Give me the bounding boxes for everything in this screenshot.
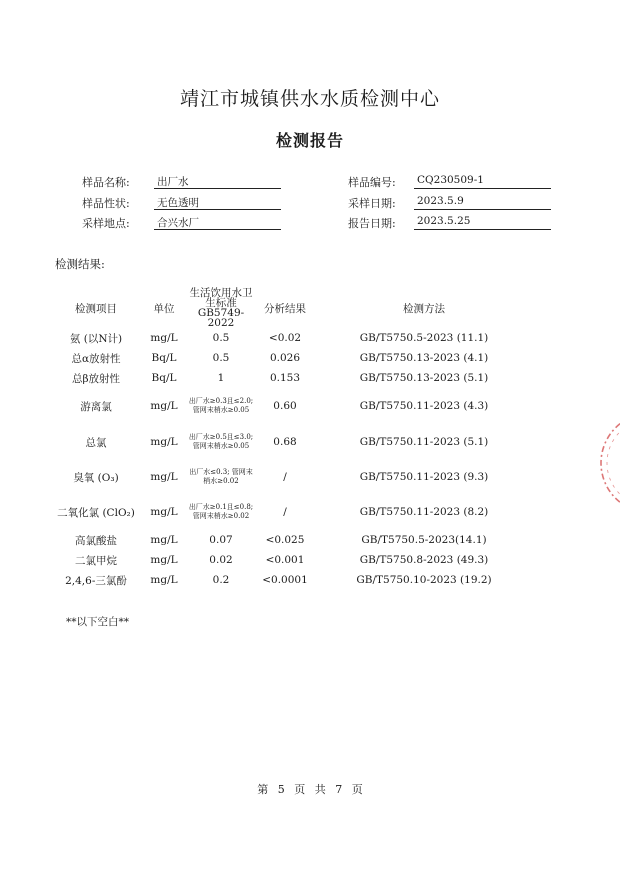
sample-name-field xyxy=(82,174,282,190)
cell-standard: 0.5 xyxy=(212,332,230,344)
results-header-row xyxy=(52,288,532,328)
cell-method: GB/T5750.5-2023(14.1) xyxy=(361,534,487,546)
page-total: 7 xyxy=(335,783,343,796)
page-prefix: 第 xyxy=(257,783,269,796)
page-number xyxy=(0,781,620,797)
report-date-field xyxy=(348,215,554,231)
sampling-site-value: 合兴水厂 xyxy=(154,215,281,230)
table-row xyxy=(52,570,532,590)
cell-standard: 出厂水≥0.3且≤2.0; 管网末梢水≥0.05 xyxy=(188,397,254,414)
cell-item: 总氯 xyxy=(85,436,107,449)
cell-standard: 出厂水≥0.1且≤0.8; 管网末梢水≥0.02 xyxy=(188,503,254,520)
cell-result: <0.0001 xyxy=(262,574,308,586)
sampling-site-field xyxy=(82,215,282,231)
results-section-label: 检测结果: xyxy=(55,257,105,271)
table-row xyxy=(52,424,532,460)
cell-method: GB/T5750.13-2023 (5.1) xyxy=(359,372,489,384)
cell-result: 0.60 xyxy=(273,400,297,412)
sample-state-label: 样品性状: xyxy=(82,197,130,210)
cell-result: / xyxy=(283,471,287,483)
org-title: 靖江市城镇供水水质检测中心 xyxy=(179,88,440,110)
sample-state-value: 无色透明 xyxy=(154,195,281,210)
cell-result: 0.68 xyxy=(273,436,297,448)
cell-unit: mg/L xyxy=(150,400,178,412)
cell-unit: Bq/L xyxy=(151,372,177,384)
sample-no-value: CQ230509-1 xyxy=(414,174,551,189)
page-mid: 页 共 xyxy=(294,783,326,796)
header-result: 分析结果 xyxy=(264,302,306,315)
cell-method: GB/T5750.8-2023 (49.3) xyxy=(359,554,489,566)
cell-standard: 1 xyxy=(217,372,225,384)
seal-inner-ring xyxy=(607,419,620,507)
seal-ring xyxy=(601,413,620,513)
cell-result: <0.025 xyxy=(265,534,305,546)
cell-item: 总β放射性 xyxy=(71,372,121,385)
cell-item: 氨 (以N计) xyxy=(69,332,123,345)
sampling-date-value: 2023.5.9 xyxy=(414,195,551,210)
cell-method: GB/T5750.11-2023 (4.3) xyxy=(359,400,489,412)
cell-standard: 0.02 xyxy=(209,554,233,566)
table-row xyxy=(52,368,532,388)
header-standard: 生活饮用水卫生标准GB5749-2022 xyxy=(189,287,253,329)
cell-result: / xyxy=(283,506,287,518)
sample-name-label: 样品名称: xyxy=(82,176,130,189)
results-table xyxy=(52,288,532,590)
cell-item: 二氧化氯 (ClO₂) xyxy=(57,506,135,519)
header-unit: 单位 xyxy=(153,302,175,315)
cell-unit: mg/L xyxy=(150,436,178,448)
page-suffix: 页 xyxy=(351,783,363,796)
page-current: 5 xyxy=(277,783,285,796)
table-row xyxy=(52,530,532,550)
cell-unit: mg/L xyxy=(150,574,178,586)
sampling-site-label: 采样地点: xyxy=(82,217,130,230)
cell-standard: 0.07 xyxy=(209,534,233,546)
cell-unit: Bq/L xyxy=(151,352,177,364)
cell-method: GB/T5750.5-2023 (11.1) xyxy=(359,332,489,344)
table-row xyxy=(52,550,532,570)
sampling-date-field xyxy=(348,195,554,211)
table-row xyxy=(52,460,532,494)
cell-method: GB/T5750.13-2023 (4.1) xyxy=(359,352,489,364)
sample-no-label: 样品编号: xyxy=(348,176,396,189)
cell-item: 游离氯 xyxy=(80,400,112,413)
cell-unit: mg/L xyxy=(150,554,178,566)
cell-item: 总α放射性 xyxy=(71,352,121,365)
cell-unit: mg/L xyxy=(150,332,178,344)
cell-standard: 0.5 xyxy=(212,352,230,364)
seal-stamp-icon xyxy=(596,408,620,518)
cell-method: GB/T5750.11-2023 (9.3) xyxy=(359,471,489,483)
cell-unit: mg/L xyxy=(150,534,178,546)
cell-result: <0.02 xyxy=(268,332,302,344)
cell-result: <0.001 xyxy=(265,554,305,566)
cell-item: 2,4,6-三氯酚 xyxy=(65,574,127,587)
cell-item: 二氯甲烷 xyxy=(75,554,117,567)
table-row xyxy=(52,348,532,368)
sample-no-field xyxy=(348,174,554,190)
cell-result: 0.026 xyxy=(269,352,301,364)
header-item: 检测项目 xyxy=(75,302,117,315)
cell-method: GB/T5750.10-2023 (19.2) xyxy=(356,574,492,586)
cell-method: GB/T5750.11-2023 (5.1) xyxy=(359,436,489,448)
report-date-label: 报告日期: xyxy=(348,217,396,230)
cell-result: 0.153 xyxy=(269,372,301,384)
cell-item: 高氯酸盐 xyxy=(75,534,117,547)
cell-standard: 出厂水≥0.5且≤3.0; 管网末梢水≥0.05 xyxy=(188,433,254,450)
sample-state-field xyxy=(82,195,282,211)
header-method: 检测方法 xyxy=(403,302,445,315)
table-row xyxy=(52,388,532,424)
cell-standard: 出厂水≤0.3; 管网末梢水≥0.02 xyxy=(189,468,253,485)
sampling-date-label: 采样日期: xyxy=(348,197,396,210)
blank-below-note: **以下空白** xyxy=(66,616,129,628)
cell-method: GB/T5750.11-2023 (8.2) xyxy=(359,506,489,518)
cell-unit: mg/L xyxy=(150,471,178,483)
table-row xyxy=(52,328,532,348)
cell-standard: 0.2 xyxy=(212,574,230,586)
cell-unit: mg/L xyxy=(150,506,178,518)
table-row xyxy=(52,494,532,530)
cell-item: 臭氧 (O₃) xyxy=(73,471,119,484)
report-title: 检测报告 xyxy=(275,131,344,150)
sample-name-value: 出厂水 xyxy=(154,174,281,189)
report-date-value: 2023.5.25 xyxy=(414,215,551,230)
